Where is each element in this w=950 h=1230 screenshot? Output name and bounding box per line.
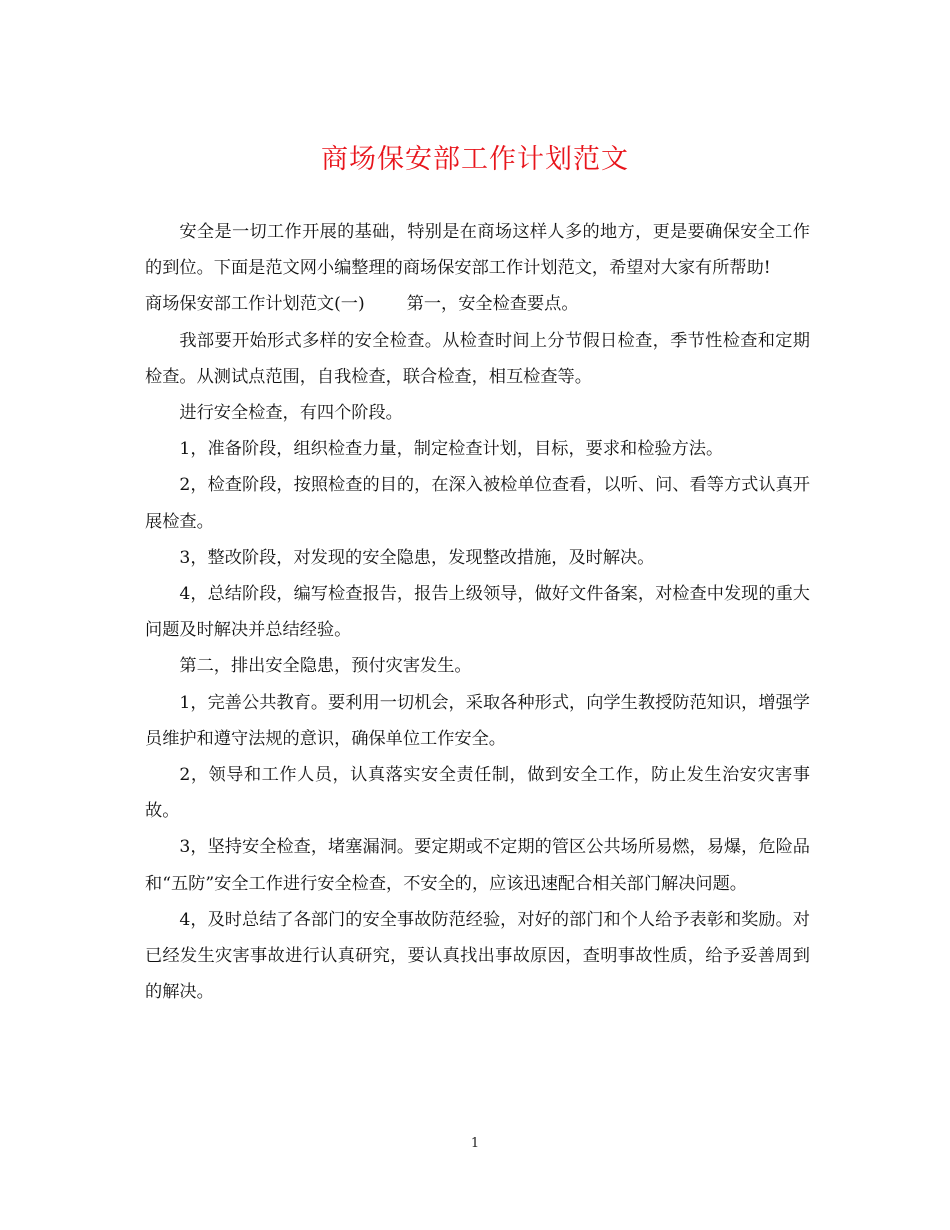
section-first-point: 第一，安全检查要点。 bbox=[406, 294, 579, 315]
paragraph: 我部要开始形式多样的安全检查。从检查时间上分节假日检查，季节性检查和定期检查。从测试点范围，自我检查，联合检查，相互检查等。 bbox=[145, 330, 810, 387]
paragraph: 2，领导和工作人员，认真落实安全责任制，做到安全工作，防止发生治安灾害事故。 bbox=[145, 765, 810, 822]
paragraph: 1，完善公共教育。要利用一切机会，采取各种形式，向学生教授防范知识，增强学员维护和遵守法规的意识，确保单位工作安全。 bbox=[145, 692, 810, 749]
paragraph: 第二，排出安全隐患，预付灾害发生。 bbox=[179, 656, 472, 677]
document-title: 商场保安部工作计划范文 bbox=[321, 144, 629, 175]
paragraph: 3，整改阶段，对发现的安全隐患，发现整改措施，及时解决。 bbox=[179, 547, 655, 568]
intro-paragraph: 安全是一切工作开展的基础，特别是在商场这样人多的地方，更是要确保安全工作的到位。下面是范文网小编整理的商场保安部工作计划范文，希望对大家有所帮助! bbox=[145, 222, 810, 279]
section-heading-line bbox=[145, 286, 810, 322]
document-body bbox=[145, 214, 810, 1010]
paragraph: 1，准备阶段，组织检查力量，制定检查计划，目标，要求和检验方法。 bbox=[179, 439, 724, 460]
section-heading: 商场保安部工作计划范文(一) bbox=[145, 294, 365, 315]
paragraph: 4，总结阶段，编写检查报告，报告上级领导，做好文件备案，对检查中发现的重大问题及时解决并总结经验。 bbox=[145, 584, 810, 641]
paragraph: 4，及时总结了各部门的安全事故防范经验，对好的部门和个人给予表彰和奖励。对已经发生灾害事故进行认真研究，要认真找出事故原因，查明事故性质，给予妥善周到的解决。 bbox=[145, 909, 810, 1003]
paragraph: 3，坚持安全检查，堵塞漏洞。要定期或不定期的管区公共场所易燃，易爆，危险品和“五防”安全工作进行安全检查，不安全的，应该迅速配合相关部门解决问题。 bbox=[145, 837, 810, 894]
paragraph: 进行安全检查，有四个阶段。 bbox=[179, 403, 403, 424]
page-number: 1 bbox=[470, 1136, 480, 1151]
paragraph: 2，检查阶段，按照检查的目的，在深入被检单位查看，以听、问、看等方式认真开展检查。 bbox=[145, 475, 810, 532]
